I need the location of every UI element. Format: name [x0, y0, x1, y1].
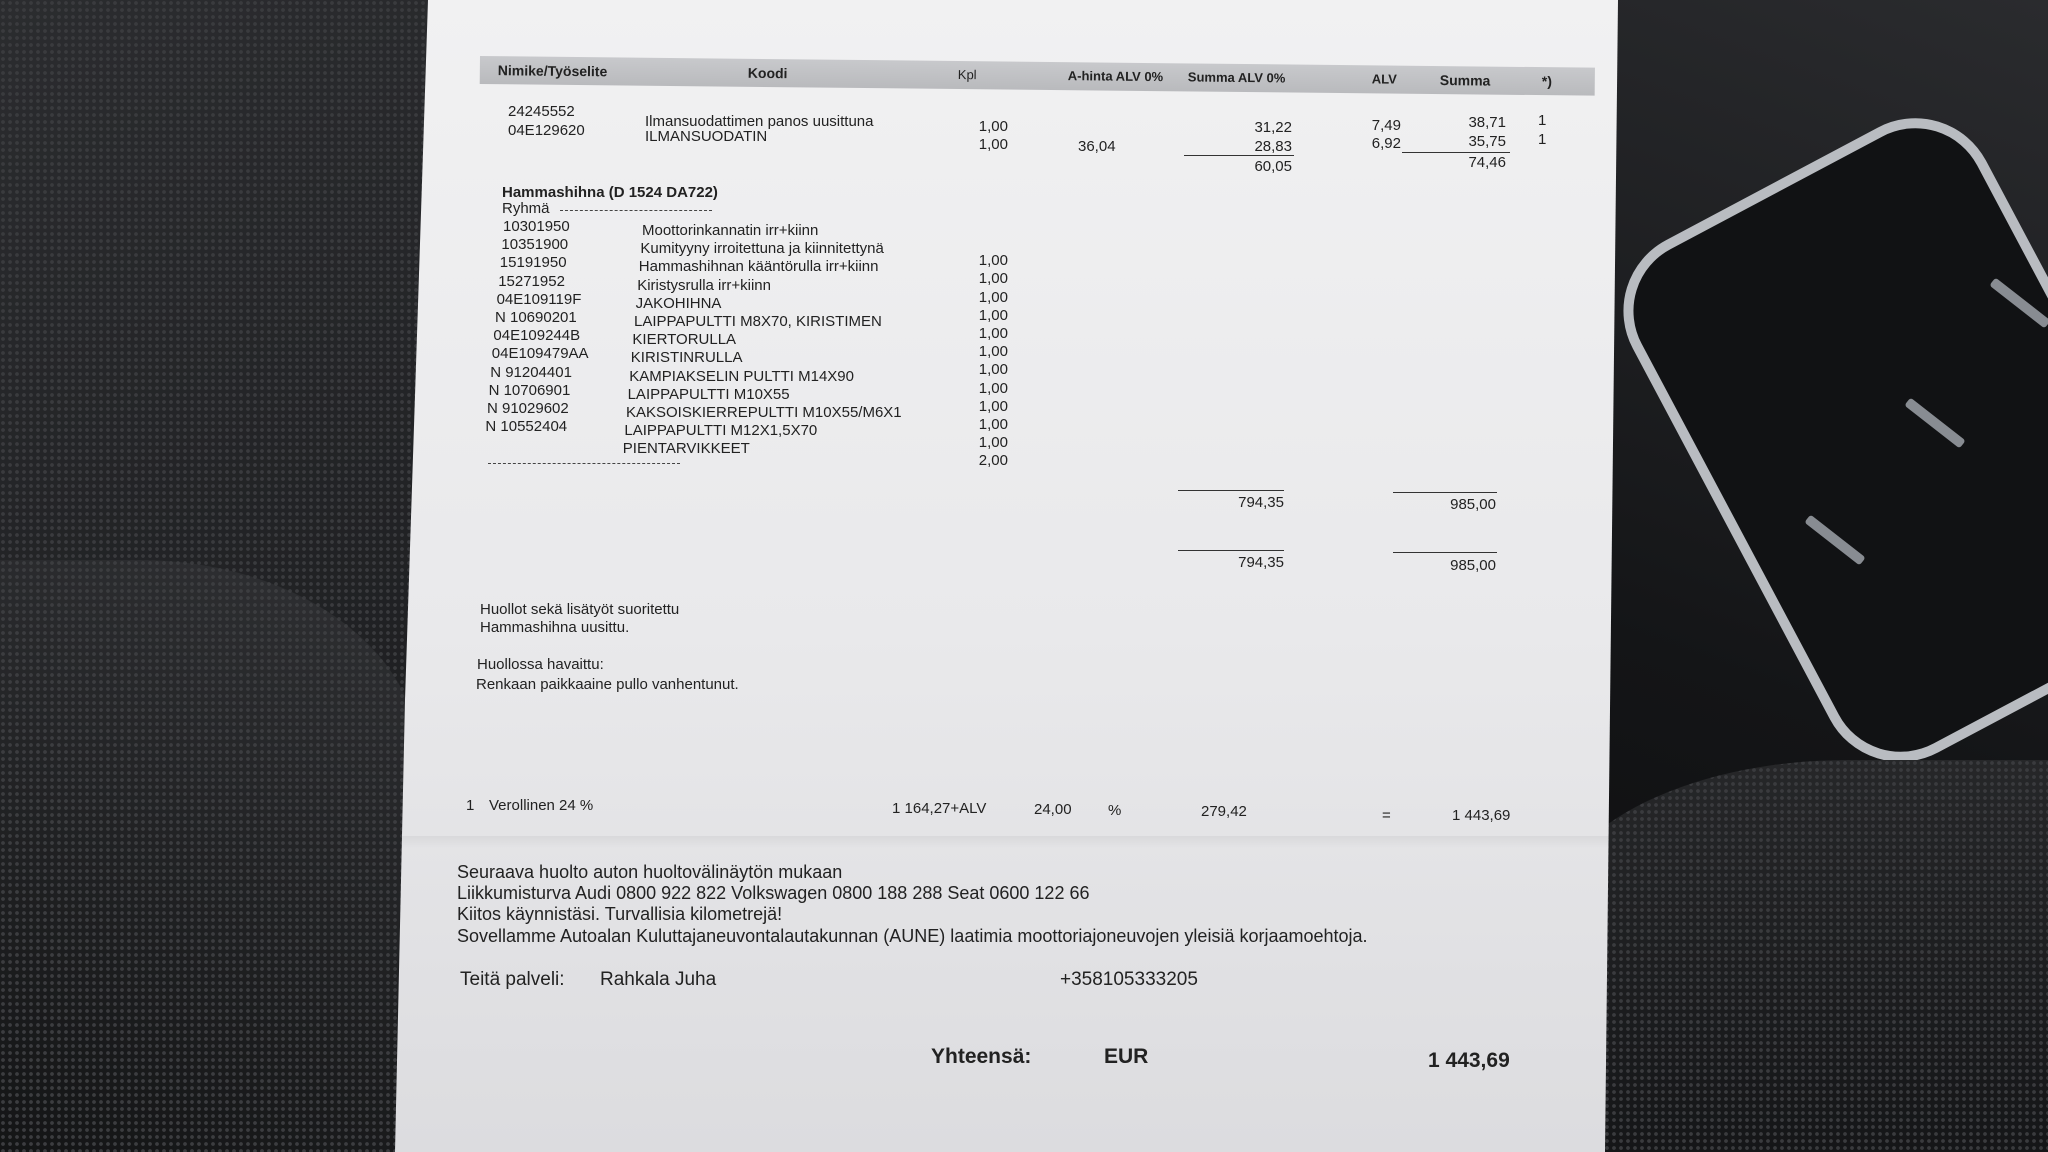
group-row-desc: Kiristysrulla irr+kiinn	[637, 276, 771, 294]
footer-line: Kiitos käynnistäsi. Turvallisia kilometrejä!	[457, 904, 783, 924]
item-code: 04E129620	[508, 122, 585, 139]
group-row-code: 04E109479AA	[491, 345, 589, 363]
header-flag: *)	[1541, 73, 1553, 90]
header-unit-price: A-hinta ALV 0%	[1067, 68, 1164, 85]
right-seat-fabric	[1548, 760, 2048, 1152]
header-qty: Kpl	[957, 67, 977, 83]
item-desc: ILMANSUODATIN	[645, 128, 768, 145]
vat-tax: 279,42	[1201, 803, 1247, 820]
header-sum-excl: Summa ALV 0%	[1187, 69, 1286, 86]
total-rule	[1178, 490, 1284, 491]
group-row-qty: 1,00	[978, 379, 1008, 397]
subtotal-rule	[1402, 152, 1510, 153]
group-dash-rule	[560, 210, 712, 211]
group-label: Ryhmä	[502, 200, 550, 217]
group-row-qty: 1,00	[978, 270, 1008, 288]
vat-equals: =	[1382, 807, 1391, 824]
vat-label: Verollinen 24 %	[489, 797, 594, 814]
total-sum-excl: 794,35	[1238, 554, 1284, 571]
group-row-code: 10301950	[503, 218, 570, 235]
note-line: Huollossa havaittu:	[477, 656, 604, 673]
group-row-desc: Moottorinkannatin irr+kiinn	[642, 222, 819, 239]
header-code: Koodi	[747, 64, 788, 82]
served-phone: +358105333205	[1060, 969, 1198, 990]
invoice-paper	[395, 0, 1620, 1152]
item-sum: 35,75	[1468, 133, 1506, 150]
total-sum-excl: 794,35	[1238, 494, 1284, 511]
group-row-code: N 91204401	[490, 363, 572, 381]
group-row-desc: Kumityyny irroitettuna ja kiinnitettynä	[640, 240, 884, 258]
group-row-qty: 1,00	[978, 434, 1008, 452]
header-vat: ALV	[1371, 71, 1397, 87]
served-name: Rahkala Juha	[600, 969, 717, 990]
group-title: Hammashihna (D 1524 DA722)	[502, 184, 718, 201]
group-row-desc: LAIPPAPULTTI M8X70, KIRISTIMEN	[634, 313, 882, 330]
group-row-qty: 1,00	[978, 288, 1008, 306]
note-line: Renkaan paikkaaine pullo vanhentunut.	[476, 676, 739, 693]
item-flag: 1	[1538, 131, 1547, 148]
group-row-code: 15271952	[498, 272, 565, 290]
vat-total: 1 443,69	[1452, 807, 1511, 824]
item-qty: 1,00	[978, 118, 1008, 135]
vat-base: 1 164,27+ALV	[892, 800, 987, 817]
note-line: Hammashihna uusittu.	[480, 619, 630, 636]
group-row-desc: KIRISTINRULLA	[630, 349, 743, 367]
total-rule	[1393, 552, 1497, 553]
group-row-qty: 1,00	[978, 325, 1008, 342]
item-desc: Ilmansuodattimen panos uusittuna	[645, 113, 874, 130]
group-row-desc: JAKOHIHNA	[635, 294, 722, 312]
grand-total-amount: 1 443,69	[1428, 1049, 1510, 1072]
grand-total-label: Yhteensä:	[931, 1045, 1032, 1068]
group-row-qty: 2,00	[978, 452, 1008, 470]
header-sum: Summa	[1439, 72, 1491, 89]
subtotal-sum-excl: 60,05	[1254, 158, 1292, 175]
note-line: Huollot sekä lisätyöt suoritettu	[480, 601, 680, 618]
group-row-code: 04E109244B	[493, 327, 581, 345]
group-row-qty: 1,00	[978, 252, 1008, 270]
paper-fold	[395, 836, 1620, 848]
item-code: 24245552	[508, 103, 575, 120]
total-sum: 985,00	[1450, 496, 1496, 513]
item-sum-excl: 28,83	[1254, 138, 1292, 155]
group-row-desc: LAIPPAPULTTI M10X55	[627, 385, 790, 403]
group-row-qty: 1,00	[978, 306, 1008, 324]
item-flag: 1	[1538, 112, 1547, 129]
subtotal-sum: 74,46	[1468, 154, 1506, 171]
item-sum-excl: 31,22	[1254, 119, 1292, 136]
group-row-code: N 10706901	[488, 381, 571, 399]
footer-line: Seuraava huolto auton huoltovälinäytön mukaan	[457, 862, 843, 882]
total-rule	[1178, 550, 1284, 551]
group-row-code: 10351900	[501, 236, 569, 254]
group-row-qty: 1,00	[978, 397, 1008, 415]
served-label: Teitä palveli:	[460, 969, 565, 990]
group-row-desc: Hammashihnan kääntörulla irr+kiinn	[638, 258, 879, 276]
item-unit-price: 36,04	[1078, 138, 1116, 155]
subtotal-rule	[1184, 155, 1294, 156]
group-row-desc: LAIPPAPULTTI M12X1,5X70	[624, 422, 818, 440]
group-row-desc: KIERTORULLA	[632, 331, 737, 349]
group-row-qty: 1,00	[978, 343, 1008, 361]
total-sum: 985,00	[1450, 557, 1496, 574]
group-row-code: 15191950	[499, 254, 567, 272]
header-name: Nimike/Työselite	[497, 62, 608, 80]
group-row-code: N 10552404	[485, 418, 568, 436]
group-row-desc: PIENTARVIKKEET	[622, 440, 750, 458]
item-sum: 38,71	[1468, 114, 1506, 131]
vat-rate: 24,00	[1034, 801, 1072, 818]
item-vat: 6,92	[1371, 135, 1401, 152]
total-rule	[1393, 492, 1497, 493]
group-row-desc: KAKSOISKIERREPULTTI M10X55/M6X1	[626, 404, 902, 421]
item-vat: 7,49	[1371, 117, 1401, 134]
footer-line: Sovellamme Autoalan Kuluttajaneuvontalautakunnan (AUNE) laatimia moottoriajoneuvojen yleisiä korjaamoehtoja.	[457, 926, 1368, 946]
footer-line: Liikkumisturva Audi 0800 922 822 Volkswagen 0800 188 288 Seat 0600 122 66	[457, 883, 1090, 903]
grand-total-currency: EUR	[1104, 1045, 1149, 1068]
item-qty: 1,00	[978, 136, 1008, 153]
vat-pct: %	[1108, 802, 1122, 819]
group-row-code: N 91029602	[487, 400, 569, 417]
group-row-qty: 1,00	[978, 416, 1008, 433]
group-end-rule	[488, 463, 680, 464]
group-row-desc: KAMPIAKSELIN PULTTI M14X90	[629, 367, 854, 385]
group-row-code: 04E109119F	[496, 290, 582, 308]
group-row-qty: 1,00	[978, 361, 1008, 379]
group-row-code: N 10690201	[495, 309, 577, 326]
car-seat-cushion	[0, 560, 420, 1152]
vat-index: 1	[466, 797, 475, 814]
